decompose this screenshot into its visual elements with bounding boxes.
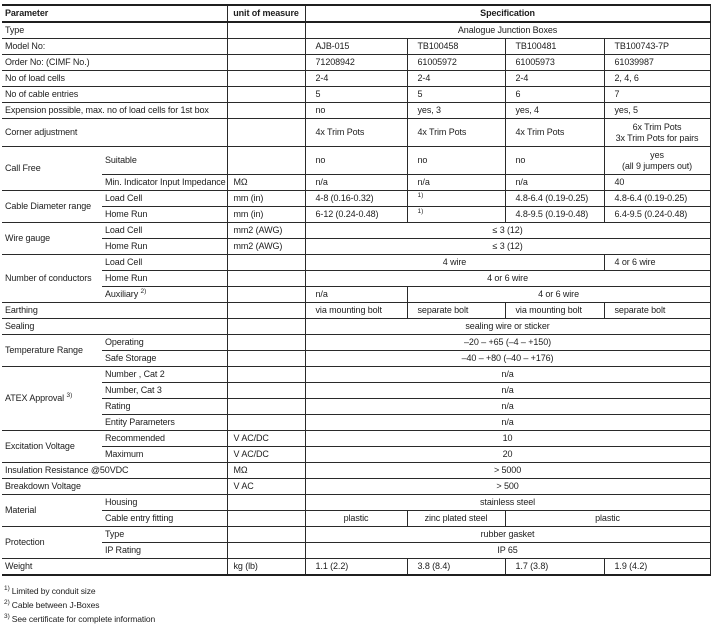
spec-value-cell: n/a	[407, 175, 505, 191]
spec-value-cell: 4.8-6.4 (0.19-0.25)	[505, 191, 604, 207]
spec-value-cell: yes, 5	[604, 103, 710, 119]
param-label: Operating	[102, 335, 227, 351]
param-group-label: Protection	[2, 527, 102, 559]
header-parameter: Parameter	[2, 5, 227, 22]
table-row	[2, 543, 710, 559]
spec-value-cell: 61005972	[407, 55, 505, 71]
table-row	[2, 319, 710, 335]
spec-table-body	[2, 22, 710, 575]
table-row	[2, 383, 710, 399]
unit-cell: kg (lb)	[227, 559, 305, 576]
spec-value-cell: 2-4	[407, 71, 505, 87]
spec-value-cell: rubber gasket	[305, 527, 710, 543]
spec-value-cell: plastic	[505, 511, 710, 527]
spec-table	[2, 4, 711, 576]
table-row	[2, 207, 710, 223]
unit-cell	[227, 71, 305, 87]
param-label: Entity Parameters	[102, 415, 227, 431]
spec-value-cell: 1)	[407, 207, 505, 223]
unit-cell	[227, 22, 305, 39]
spec-value-cell: 4 wire	[305, 255, 604, 271]
spec-value-cell: –40 – +80 (–40 – +176)	[305, 351, 710, 367]
spec-value-cell: no	[305, 147, 407, 175]
param-label: Order No: (CIMF No.)	[2, 55, 227, 71]
spec-value-cell: 2, 4, 6	[604, 71, 710, 87]
table-row	[2, 431, 710, 447]
unit-cell	[227, 255, 305, 271]
param-label: Model No:	[2, 39, 227, 55]
unit-cell: V AC	[227, 479, 305, 495]
spec-value-cell: 7	[604, 87, 710, 103]
table-row	[2, 223, 710, 239]
unit-cell	[227, 55, 305, 71]
spec-value-cell: no	[305, 103, 407, 119]
param-label: Suitable	[102, 147, 227, 175]
unit-cell: MΩ	[227, 175, 305, 191]
unit-cell	[227, 511, 305, 527]
spec-value-cell: 2-4	[305, 71, 407, 87]
param-label: Min. Indicator Input Impedance	[102, 175, 227, 191]
spec-value-cell: 6.4-9.5 (0.24-0.48)	[604, 207, 710, 223]
table-row	[2, 399, 710, 415]
param-label: Number, Cat 3	[102, 383, 227, 399]
unit-cell	[227, 543, 305, 559]
header-unit-of-measure: unit of measure	[227, 5, 305, 22]
param-label: Home Run	[102, 207, 227, 223]
unit-cell	[227, 415, 305, 431]
table-row	[2, 559, 710, 576]
unit-cell: mm2 (AWG)	[227, 223, 305, 239]
param-label: Safe Storage	[102, 351, 227, 367]
table-row	[2, 495, 710, 511]
param-label: Maximum	[102, 447, 227, 463]
spec-value-cell: n/a	[305, 399, 710, 415]
table-row	[2, 191, 710, 207]
unit-cell	[227, 351, 305, 367]
table-row	[2, 335, 710, 351]
spec-value-cell: 4.8-6.4 (0.19-0.25)	[604, 191, 710, 207]
spec-value-cell: TB100481	[505, 39, 604, 55]
unit-cell	[227, 367, 305, 383]
param-label: Rating	[102, 399, 227, 415]
unit-cell	[227, 119, 305, 147]
table-row	[2, 351, 710, 367]
table-row	[2, 39, 710, 55]
unit-cell	[227, 147, 305, 175]
param-group-label: Excitation Voltage	[2, 431, 102, 463]
spec-value-cell: 1)	[407, 191, 505, 207]
spec-value-cell: –20 – +65 (–4 – +150)	[305, 335, 710, 351]
param-group-label: Wire gauge	[2, 223, 102, 255]
spec-value-cell: 40	[604, 175, 710, 191]
spec-value-cell: zinc plated steel	[407, 511, 505, 527]
spec-value-cell: separate bolt	[407, 303, 505, 319]
unit-cell: mm (in)	[227, 207, 305, 223]
unit-cell	[227, 399, 305, 415]
param-label: No of load cells	[2, 71, 227, 87]
spec-value-cell: AJB-015	[305, 39, 407, 55]
footnotes	[4, 584, 710, 626]
spec-value-cell: no	[505, 147, 604, 175]
spec-value-cell: 6	[505, 87, 604, 103]
table-row	[2, 479, 710, 495]
spec-value-cell: > 500	[305, 479, 710, 495]
table-row	[2, 303, 710, 319]
table-row	[2, 255, 710, 271]
param-label: Type	[2, 22, 227, 39]
param-label: Number , Cat 2	[102, 367, 227, 383]
spec-value-cell: 4x Trim Pots	[407, 119, 505, 147]
table-row	[2, 87, 710, 103]
table-row	[2, 71, 710, 87]
spec-value-cell: n/a	[305, 175, 407, 191]
unit-cell	[227, 271, 305, 287]
spec-value-cell: 4 or 6 wire	[604, 255, 710, 271]
spec-value-cell: 6-12 (0.24-0.48)	[305, 207, 407, 223]
unit-cell	[227, 303, 305, 319]
footnote-3	[4, 612, 710, 626]
spec-value-cell: stainless steel	[305, 495, 710, 511]
unit-cell	[227, 319, 305, 335]
spec-value-cell: yes, 3	[407, 103, 505, 119]
table-row	[2, 271, 710, 287]
spec-value-cell: n/a	[305, 367, 710, 383]
param-label: No of cable entries	[2, 87, 227, 103]
spec-value-cell: 5	[305, 87, 407, 103]
spec-value-cell: no	[407, 147, 505, 175]
param-label: Corner adjustment	[2, 119, 227, 147]
table-row	[2, 22, 710, 39]
param-label: Sealing	[2, 319, 227, 335]
unit-cell	[227, 495, 305, 511]
param-group-label: Call Free	[2, 147, 102, 191]
spec-value-cell: via mounting bolt	[305, 303, 407, 319]
param-label: Recommended	[102, 431, 227, 447]
spec-value-cell: ≤ 3 (12)	[305, 223, 710, 239]
param-label: Breakdown Voltage	[2, 479, 227, 495]
spec-value-cell: IP 65	[305, 543, 710, 559]
footnote-2	[4, 598, 710, 612]
table-row	[2, 367, 710, 383]
footnote-3-text: See certificate for complete information	[11, 614, 156, 624]
param-label: Cable entry fitting	[102, 511, 227, 527]
footnote-1	[4, 584, 710, 598]
param-group-label: Material	[2, 495, 102, 527]
param-group-label: Number of conductors	[2, 255, 102, 303]
spec-value-cell: 61005973	[505, 55, 604, 71]
spec-value-cell: 4 or 6 wire	[305, 271, 710, 287]
footnote-1-marker: 1)	[4, 585, 10, 593]
spec-value-cell: Analogue Junction Boxes	[305, 22, 710, 39]
spec-value-cell: 1.7 (3.8)	[505, 559, 604, 576]
unit-cell: V AC/DC	[227, 447, 305, 463]
spec-value-cell: 61039987	[604, 55, 710, 71]
spec-value-cell: 5	[407, 87, 505, 103]
spec-value-cell: 20	[305, 447, 710, 463]
spec-value-cell: separate bolt	[604, 303, 710, 319]
table-row	[2, 103, 710, 119]
unit-cell: mm2 (AWG)	[227, 239, 305, 255]
param-label: Load Cell	[102, 191, 227, 207]
unit-cell: mm (in)	[227, 191, 305, 207]
spec-value-cell: 1.1 (2.2)	[305, 559, 407, 576]
spec-value-cell: n/a	[305, 383, 710, 399]
spec-value-cell: TB100743-7P	[604, 39, 710, 55]
footnote-2-text: Cable between J-Boxes	[11, 600, 100, 610]
spec-value-cell: yes (all 9 jumpers out)	[604, 147, 710, 175]
footnote-1-text: Limited by conduit size	[11, 586, 96, 596]
spec-value-cell: 4-8 (0.16-0.32)	[305, 191, 407, 207]
spec-value-cell: n/a	[305, 287, 407, 303]
table-row	[2, 447, 710, 463]
spec-value-cell: 4.8-9.5 (0.19-0.48)	[505, 207, 604, 223]
spec-value-cell: sealing wire or sticker	[305, 319, 710, 335]
param-label: Expension possible, max. no of load cells for 1st box	[2, 103, 227, 119]
spec-value-cell: via mounting bolt	[505, 303, 604, 319]
unit-cell	[227, 335, 305, 351]
param-label: Earthing	[2, 303, 227, 319]
spec-value-cell: ≤ 3 (12)	[305, 239, 710, 255]
param-label: Home Run	[102, 239, 227, 255]
param-label: Insulation Resistance @50VDC	[2, 463, 227, 479]
spec-value-cell: n/a	[505, 175, 604, 191]
footnote-2-marker: 2)	[4, 599, 10, 607]
unit-cell	[227, 103, 305, 119]
spec-value-cell: 10	[305, 431, 710, 447]
param-group-label: Cable Diameter range	[2, 191, 102, 223]
table-row	[2, 511, 710, 527]
table-row	[2, 175, 710, 191]
unit-cell	[227, 87, 305, 103]
table-row	[2, 415, 710, 431]
spec-value-cell: yes, 4	[505, 103, 604, 119]
param-label: Type	[102, 527, 227, 543]
header-specification: Specification	[305, 5, 710, 22]
table-row	[2, 119, 710, 147]
param-label: Weight	[2, 559, 227, 576]
spec-value-cell: 4x Trim Pots	[505, 119, 604, 147]
unit-cell	[227, 383, 305, 399]
table-row	[2, 147, 710, 175]
param-label: Housing	[102, 495, 227, 511]
param-label: Load Cell	[102, 255, 227, 271]
footnote-3-marker: 3)	[4, 613, 10, 621]
table-header-row	[2, 5, 710, 22]
unit-cell	[227, 39, 305, 55]
param-label: Home Run	[102, 271, 227, 287]
spec-value-cell: 2-4	[505, 71, 604, 87]
spec-value-cell: 6x Trim Pots 3x Trim Pots for pairs	[604, 119, 710, 147]
table-row	[2, 463, 710, 479]
spec-value-cell: 1.9 (4.2)	[604, 559, 710, 576]
spec-value-cell: 4 or 6 wire	[407, 287, 710, 303]
unit-cell: MΩ	[227, 463, 305, 479]
unit-cell	[227, 287, 305, 303]
spec-value-cell: 3.8 (8.4)	[407, 559, 505, 576]
param-group-label: Temperature Range	[2, 335, 102, 367]
spec-value-cell: 71208942	[305, 55, 407, 71]
table-row	[2, 287, 710, 303]
param-label: IP Rating	[102, 543, 227, 559]
spec-sheet	[2, 4, 710, 626]
spec-value-cell: 4x Trim Pots	[305, 119, 407, 147]
param-label: Auxiliary $^{2)}$	[102, 287, 227, 303]
table-row	[2, 239, 710, 255]
param-group-label: ATEX Approval $^{3)}$	[2, 367, 102, 431]
spec-value-cell: n/a	[305, 415, 710, 431]
spec-value-cell: plastic	[305, 511, 407, 527]
param-label: Load Cell	[102, 223, 227, 239]
spec-value-cell: > 5000	[305, 463, 710, 479]
unit-cell: V AC/DC	[227, 431, 305, 447]
table-row	[2, 55, 710, 71]
spec-value-cell: TB100458	[407, 39, 505, 55]
